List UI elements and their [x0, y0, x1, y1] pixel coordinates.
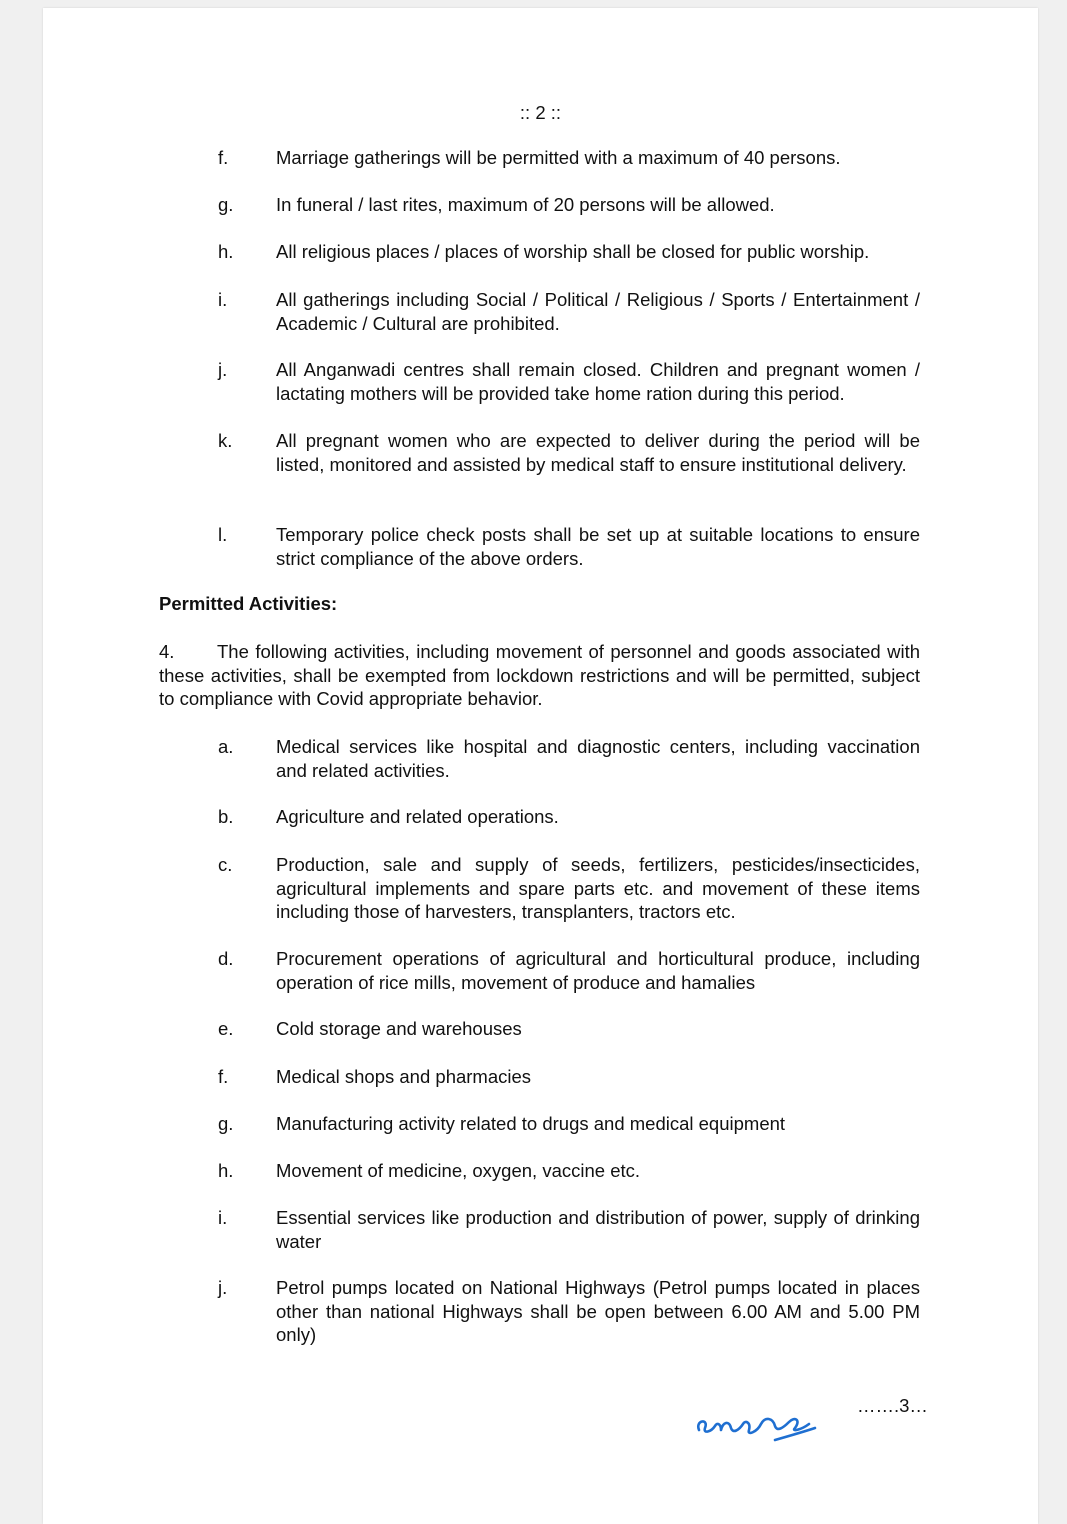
item-text: Medical services like hospital and diagnostic centers, including vaccination and related activities.: [276, 736, 920, 781]
item-text: In funeral / last rites, maximum of 20 persons will be allowed.: [276, 194, 775, 215]
item-text: Procurement operations of agricultural and horticultural produce, including operation of rice mills, movement of produce and hamalies: [276, 948, 920, 993]
page-number: :: 2 ::: [519, 102, 562, 123]
item-letter: j.: [218, 1277, 228, 1298]
item-text: Movement of medicine, oxygen, vaccine etc.: [276, 1160, 641, 1181]
item-letter: e.: [218, 1018, 234, 1039]
item-letter: d.: [218, 948, 234, 969]
item-letter: i.: [218, 289, 228, 310]
document-page: [43, 8, 1038, 1524]
item-text: Marriage gatherings will be permitted with a maximum of 40 persons.: [276, 147, 841, 168]
item-text: All religious places / places of worship shall be closed for public worship.: [276, 241, 870, 262]
item-letter: c.: [218, 854, 233, 875]
item-text: Production, sale and supply of seeds, fertilizers, pesticides/insecticides, agricultural implements and spare parts etc. and movement of these items including those of harvesters, transplanters, tractors etc.: [276, 854, 920, 922]
item-letter: b.: [218, 806, 234, 827]
signature-icon: [691, 1402, 821, 1452]
item-letter: j.: [218, 359, 228, 380]
section-title: Permitted Activities:: [159, 593, 338, 614]
item-letter: k.: [218, 430, 233, 451]
paragraph-number: 4.: [159, 641, 175, 662]
item-text: Medical shops and pharmacies: [276, 1066, 532, 1087]
item-text: Temporary police check posts shall be set up at suitable locations to ensure strict compliance of the above orders.: [276, 524, 920, 569]
item-letter: f.: [218, 147, 229, 168]
item-text: Petrol pumps located on National Highways (Petrol pumps located in places other than national Highways shall be open between 6.00 AM and 5.00 PM only): [276, 1277, 920, 1345]
paragraph: [159, 640, 920, 711]
item-text: All pregnant women who are expected to deliver during the period will be listed, monitored and assisted by medical staff to ensure institutional delivery.: [276, 430, 920, 475]
item-text: All gatherings including Social / Political / Religious / Sports / Entertainment / Academic / Cultural are prohibited.: [276, 289, 920, 334]
item-text: Essential services like production and distribution of power, supply of drinking water: [276, 1207, 920, 1252]
item-letter: l.: [218, 524, 228, 545]
item-letter: g.: [218, 194, 234, 215]
item-letter: h.: [218, 241, 234, 262]
item-letter: h.: [218, 1160, 234, 1181]
item-text: Cold storage and warehouses: [276, 1018, 522, 1039]
paragraph-text: The following activities, including movement of personnel and goods associated with these activities, shall be exempted from lockdown restrictions and will be permitted, subject to compliance with Covid appropriate behavior.: [159, 641, 920, 709]
item-letter: a.: [218, 736, 234, 757]
item-text: Manufacturing activity related to drugs and medical equipment: [276, 1113, 786, 1134]
item-letter: i.: [218, 1207, 228, 1228]
item-letter: f.: [218, 1066, 229, 1087]
continuation-marker: …….3…: [857, 1395, 928, 1416]
item-letter: g.: [218, 1113, 234, 1134]
item-text: All Anganwadi centres shall remain closed. Children and pregnant women / lactating mothers will be provided take home ration during this period.: [276, 359, 920, 404]
item-text: Agriculture and related operations.: [276, 806, 559, 827]
